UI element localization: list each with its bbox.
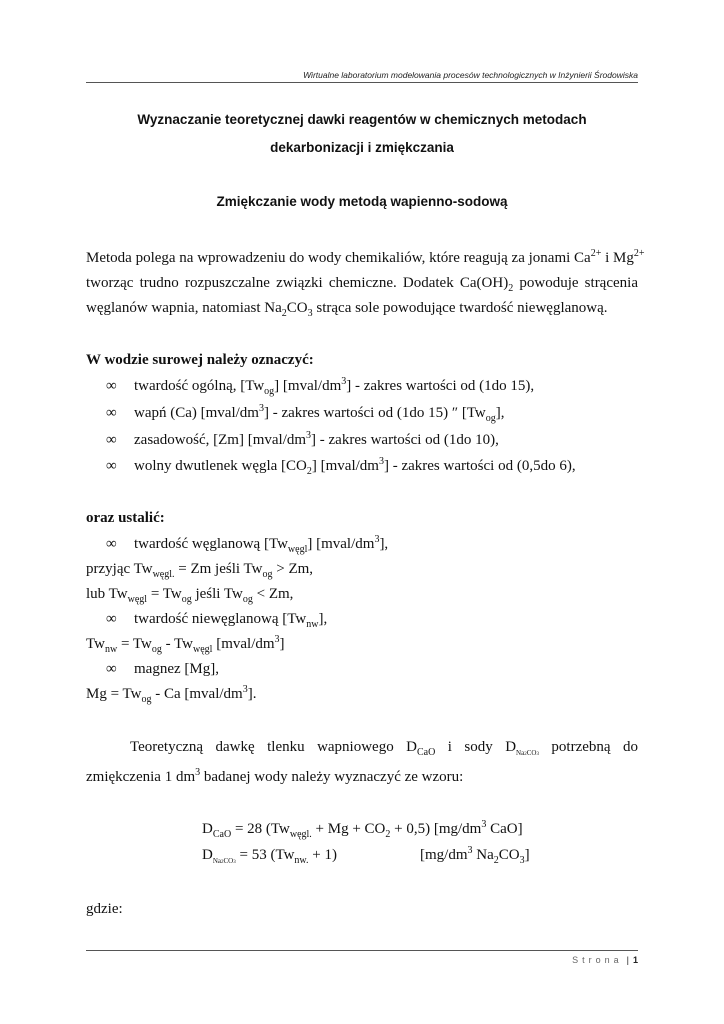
theory-line-2: zmiękczenia 1 $dm^3$ badanej wody należy wyznaczyć ze wzoru:	[86, 767, 464, 785]
list-item-noncarbonate-hardness: ∞ twardość niewęglanową $[Tw_{nw}]$,	[106, 611, 328, 630]
list-item-calcium: ∞ wapń (Ca) $[mval/dm^3]$ - zakres wartości od (1do 15) ″ $[Tw_{og}]$,	[106, 403, 505, 424]
formula-cao: $D_{CaO} = 28$ $(Tw_{węgl.} + Mg + CO_2 + 0,5)$ [$mg/dm^3$ CaO]	[202, 819, 523, 840]
running-header: Wirtualne laboratorium modelowania procesów technologicznych w Inżynierii Środowiska	[303, 70, 638, 80]
list-item-alkalinity: ∞ zasadowość, [Zm] $[mval/dm^3]$ - zakres wartości od (1do 10),	[106, 430, 499, 448]
intro-line-1: Metoda polega na wprowadzeniu do wody chemikaliów, które reagują za jonami $Ca^{2+}$ i $Mg^{2+}$	[86, 248, 645, 266]
determine-heading: oraz ustalić:	[86, 510, 165, 526]
rule-line-1: przyjąc $Tw_{węgl.} = Zm$ jeśli $Tw_{og} > Zm$,	[86, 561, 314, 580]
page-number: 1	[632, 955, 638, 965]
section-subtitle: Zmiękczanie wody metodą wapienno-sodową	[216, 194, 508, 209]
list-item-magnesium: ∞ magnez [Mg],	[106, 661, 219, 677]
theory-line-1: Teoretyczną dawkę tlenku wapniowego $D_{CaO}$ i sody $D_{Na2CO3}$ potrzebną do	[130, 739, 638, 758]
list-item-carbonate-hardness: ∞ twardość węglanową $[Tw_{węgl}]$ $[mval/dm^3]$,	[106, 534, 389, 555]
raw-water-heading: W wodzie surowej należy oznaczyć:	[86, 352, 314, 368]
list-item-hardness: ∞ twardość ogólną, $[Tw_{og}]$ $[mval/dm^3]$ - zakres wartości od (1do 15),	[106, 376, 535, 397]
title-line-1: Wyznaczanie teoretycznej dawki reagentów w chemicznych metodach	[137, 112, 587, 127]
rule-line-3: $Tw_{nw} = Tw_{og} - Tw_{węgl}$ $[mval/dm^3]$	[86, 634, 285, 655]
infinity-bullet-icon: ∞	[106, 378, 117, 394]
intro-line-2: tworząc trudno rozpuszczalne związki chemiczne. Dodatek $Ca(OH)_2$ powoduje strącenia	[86, 275, 638, 294]
page-footer: Strona | 1	[572, 955, 638, 965]
list-item-co2: ∞ wolny dwutlenek węgla $[CO_2]$ $[mval/dm^3]$ - zakres wartości od (0,5do 6),	[106, 456, 576, 477]
infinity-bullet-icon: ∞	[106, 405, 117, 421]
rule-line-2: lub $Tw_{węgl} = Tw_{og}$ jeśli $Tw_{og} < Zm$,	[86, 586, 294, 605]
intro-line-3: węglanów wapnia, natomiast $Na_2CO_3$ strąca sole powodujące twardość niewęglanową.	[86, 300, 608, 319]
header-rule	[86, 82, 638, 83]
infinity-bullet-icon: ∞	[106, 661, 117, 677]
infinity-bullet-icon: ∞	[106, 536, 117, 552]
rule-line-4: $Mg = Tw_{og} - Ca$ $[mval/dm^3]$.	[86, 684, 257, 705]
formula-na2co3: $D_{Na2CO3} = 53$ $(Tw_{nw.} + 1)$	[202, 847, 337, 866]
where-label: gdzie:	[86, 901, 123, 917]
title-line-2: dekarbonizacji i zmiękczania	[270, 140, 454, 155]
infinity-bullet-icon: ∞	[106, 432, 117, 448]
infinity-bullet-icon: ∞	[106, 611, 117, 627]
formula-na2co3-unit: [$mg/dm^3$ $Na_2CO_3$]	[420, 845, 530, 866]
footer-rule	[86, 950, 638, 951]
infinity-bullet-icon: ∞	[106, 458, 117, 474]
